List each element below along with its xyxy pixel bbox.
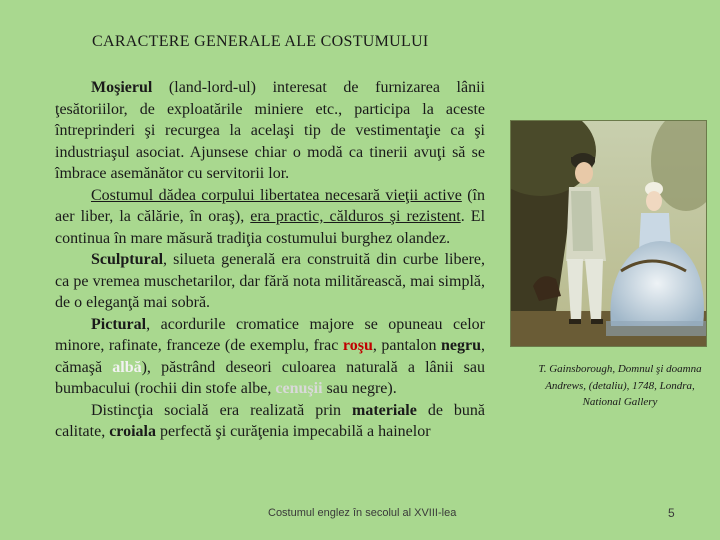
color-word-red: roşu [342, 337, 373, 354]
paragraph-sculptural [55, 249, 485, 314]
text: de bună calitate, [55, 401, 486, 440]
underlined-phrase: era practic, călduros şi rezistent [250, 208, 461, 225]
gainsborough-painting-image [510, 120, 707, 347]
text: perfectă şi curăţenia impecabilă a hainelor [156, 423, 431, 440]
page-number: 5 [668, 506, 675, 520]
underlined-phrase: Costumul dădea corpului libertatea necesară vieţii active [91, 186, 462, 204]
paragraph-freedom [55, 185, 485, 250]
text: (land-lord-ul) interesat de furnizarea lânii ţesătoriilor, de exploatările miniere etc., participa la aceste întreprinderi şi recurgea la acelaşi tip de vestimentaţie ca şi industriaşul asociat. Ajunsese chiar o modă ca tinerii avuţi să se îmbrace asemănător cu servitorii lor. [55, 79, 485, 182]
text: , pantalon [372, 337, 441, 354]
text: Distincţia socială era realizată prin [91, 401, 352, 419]
paragraph-landlord [55, 77, 485, 185]
term-croiala: croiala [109, 423, 156, 440]
painting-caption: T. Gainsborough, Domnul şi doamna Andrews, (detaliu), 1748, Londra, National Gallery [538, 363, 702, 408]
text: (în aer liber, la călărie, în oraş), [55, 186, 486, 225]
footer-text: Costumul englez în secolul al XVIII-lea [268, 507, 457, 519]
text: , silueta generală era construită din curbe libere, ca pe vremea muschetarilor, dar fără nota militărească, mai simplă, de o eleganţă mai sobră. [55, 251, 485, 311]
term-materiale: materiale [352, 401, 417, 419]
term-pictural: Pictural [91, 315, 147, 333]
body-text [55, 77, 485, 443]
color-word-white: albă [112, 358, 142, 376]
text: sau negre). [322, 380, 397, 397]
text: , acordurile cromatice majore se opuneau celor minore, rafinate, franceze (de exemplu, frac [55, 315, 485, 354]
text: ), păstrând deseori culoarea naturală a lânii sau bumbacului (rochii din stofe albe, [55, 358, 486, 397]
term-mosierul: Moşierul [91, 79, 153, 96]
slide-title: CARACTERE GENERALE ALE COSTUMULUI [92, 33, 429, 50]
term-sculptural: Sculptural [91, 251, 164, 268]
text: . El continua în mare măsură tradiţia costumului burghez olandez. [55, 208, 486, 247]
paragraph-distinction [55, 400, 485, 443]
text: , cămaşă [55, 337, 485, 376]
paragraph-pictural [55, 314, 485, 400]
color-word-grey: cenuşii [275, 380, 323, 397]
color-word-black: negru [441, 337, 481, 354]
